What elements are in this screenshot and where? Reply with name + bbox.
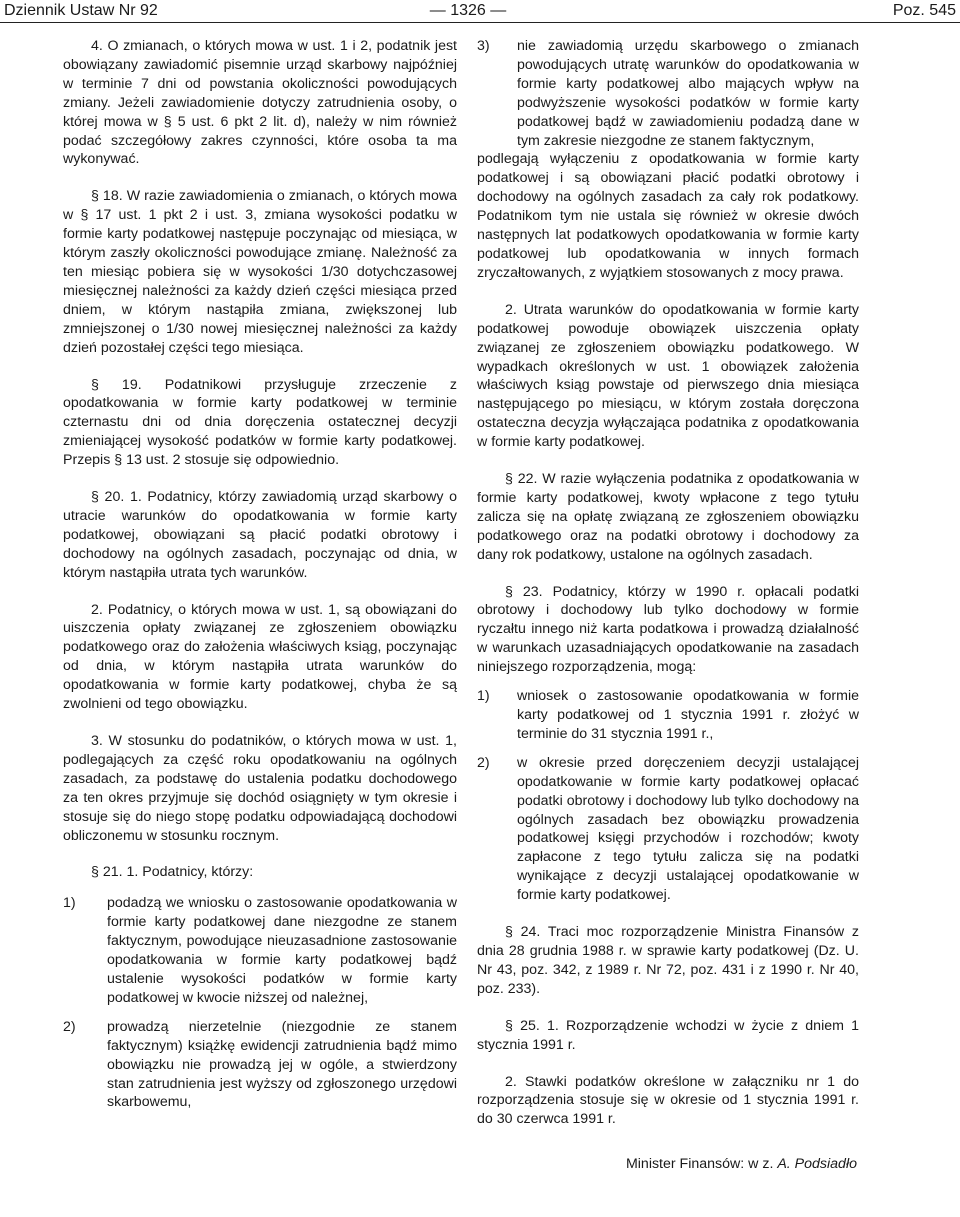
paragraph-17-4: 4. O zmianach, o których mowa w ust. 1 i 2, podatnik jest obowiązany zawiadomić pisemnie urząd skarbowy najpóźniej w terminie 7 dni od powstania okoliczności powodujących zmiany. Jeżeli zawiadomienie dotyczy zatrudnienia osoby, o której mowa w § 5 ust. 6 pkt 2 lit. d), należy w nim również podać szczegółowy zakres czynności, które osoba ta ma wykonywać. bbox=[63, 38, 457, 168]
section-19: § 19. Podatnikowi przysługuje zrzeczenie z opodatkowania w formie karty podatkowej w terminie czternastu dni od dnia doręczenia ostatecznej decyzji zmieniającej wysokość podatków w formie karty podatkowej. Przepis § 13 ust. 2 stosuje się odpowiednio. bbox=[63, 376, 457, 469]
journal-title: Dziennik Ustaw Nr 92 bbox=[4, 2, 158, 19]
list-item bbox=[477, 37, 859, 150]
section-25-2: 2. Stawki podatków określone w załączniku nr 1 do rozporządzenia stosuje się w okresie od 1 stycznia 1991 r. do 30 czerwca 1991 r. bbox=[477, 1073, 859, 1128]
section-21-2: 2. Utrata warunków do opodatkowania w formie karty podatkowej powoduje obowiązek uiszczenia opłaty związanej ze zgłoszeniem obowiązku podatkowego. W wypadkach określonych w ust. 1 obowiązek założenia właściwych ksiąg powstaje od pierwszego dnia miesiąca następującego po miesiącu, w którym została doręczona ostateczna decyzja wyłączająca podatnika z opodatkowania w formie karty podatkowej. bbox=[477, 301, 859, 451]
list-item-text: wniosek o zastosowanie opodatkowania w formie karty podatkowej od 1 stycznia 1991 r. złożyć w terminie do 31 stycznia 1991 r., bbox=[517, 688, 859, 742]
section-20-1: § 20. 1. Podatnicy, którzy zawiadomią urząd skarbowy o utracie warunków do opodatkowania w formie karty podatkowej, obowiązani są płacić podatki obrotowy i dochodowy na ogólnych zasadach, poczynając od dnia, w którym nastąpiła utrata tych warunków. bbox=[63, 489, 457, 581]
page-number: — 1326 — bbox=[429, 2, 507, 19]
list-item bbox=[63, 1018, 457, 1113]
list-item bbox=[477, 687, 859, 744]
list-item-text: w okresie przed doręczeniem decyzji ustalającej opodatkowanie w formie karty podatkowej opłacać podatki obrotowy i dochodowy lub tylko dochodowy na ogólnych zasadach bez obowiązku prowadzenia podatkowej księgi przychodów i rozchodów; kwoty zapłacone z tego tytułu zalicza się na podatki wynikające z decyzji ustalającej opodatkowanie w formie karty podatkowej. bbox=[517, 754, 859, 904]
list-item-number: 2) bbox=[63, 1018, 76, 1035]
signature-prefix: Minister Finansów: w z. bbox=[625, 1156, 778, 1173]
section-23: § 23. Podatnicy, którzy w 1990 r. opłacali podatki obrotowy i dochodowy lub tylko dochodowy w formie ryczałtu innego niż karta podatkowa i prowadzą działalność w warunkach uzasadniających opodatkowanie na zasadach niniejszego rozporządzenia, mogą: bbox=[477, 583, 859, 676]
position-number: Poz. 545 bbox=[892, 2, 956, 19]
list-item-number: 2) bbox=[477, 754, 490, 771]
section-24: § 24. Traci moc rozporządzenie Ministra Finansów z dnia 28 grudnia 1988 r. w sprawie karty podatkowej (Dz. U. Nr 43, poz. 342, z 1989 r. Nr 72, poz. 431 i z 1990 r. Nr 40, poz. 233). bbox=[477, 924, 859, 997]
section-21-continuation: podlegają wyłączeniu z opodatkowania w formie karty podatkowej i są obowiązani płacić podatki obrotowy i dochodowy na ogólnych zasadach za cały rok podatkowy. Podatnikom tym nie ustala się również w okresie dwóch następnych lat podatkowych opodatkowania w formie karty podatkowej lub opodatkowania w innych formach zryczałtowanych, z wyjątkiem stosowanych z mocy prawa. bbox=[477, 151, 859, 281]
header-divider bbox=[0, 22, 960, 23]
signature-name: A. Podsiadło bbox=[777, 1156, 857, 1173]
list-item-number: 1) bbox=[477, 688, 490, 705]
list-item-text: nie zawiadomią urzędu skarbowego o zmianach powodujących utratę warunków do opodatkowania w formie karty podatkowej albo mających wpływ na podwyższenie wysokości podatków w formie karty podatkowej bądź w zawiadomieniu podadzą dane w tym zakresie niezgodne ze stanem faktycznym, bbox=[517, 38, 859, 149]
list-item-text: podadzą we wniosku o zastosowanie opodatkowania w formie karty podatkowej dane niezgodne ze stanem faktycznym, powodujące nieuzasadnione zastosowanie opodatkowania w formie karty podatkowej bądź ustalenie wysokości podatków w formie karty podatkowej w kwocie niższej od należnej, bbox=[107, 895, 457, 1006]
list-item bbox=[477, 754, 859, 905]
list-item-text: prowadzą nierzetelnie (niezgodnie ze stanem faktycznym) książkę ewidencji zatrudnienia bądź mimo obowiązku nie prowadzą jej w ogóle, a stwierdzony stan zatrudnienia jest wyższy od zgłoszonego urzędowi skarbowemu, bbox=[107, 1018, 457, 1111]
signature-line bbox=[477, 1155, 859, 1174]
section-18: § 18. W razie zawiadomienia o zmianach, o których mowa w § 17 ust. 1 pkt 2 i ust. 3, zmiana wysokości podatku w formie karty podatkowej następuje poczynając od miesiąca, w którym zaszły okoliczności powodujące zmianę. Należność za ten miesiąc pobiera się w wysokości 1/30 dotychczasowej miesięcznej należności za każdy dzień części miesiąca przed dniem, w którym nastąpiła zmiana, zwiększonej lub zmniejszonej o 1/30 nowej miesięcznej należności za każdy dzień pozostałej części tego miesiąca. bbox=[63, 188, 457, 356]
section-21-1: § 21. 1. Podatnicy, którzy: bbox=[91, 864, 254, 881]
page-header bbox=[0, 0, 960, 24]
list-item bbox=[63, 894, 457, 1007]
section-22: § 22. W razie wyłączenia podatnika z opodatkowania w formie karty podatkowej, kwoty wpłacone z tego tytułu zalicza się na opłatę związaną ze zgłoszeniem obowiązku podatkowego oraz na podatki obrotowy i dochodowy za dany rok podatkowy, ustalone na ogólnych zasadach. bbox=[477, 471, 859, 563]
list-item-number: 3) bbox=[477, 38, 490, 54]
section-20-3: 3. W stosunku do podatników, o których mowa w ust. 1, podlegających za część roku opodatkowaniu na ogólnych zasadach, za podstawę do ustalenia podatku dochodowego za ten okres przyjmuje się dochód osiągnięty w tym okresie i stosuje się do niego stopę podatku odpowiadającą dochodowi obliczonemu w stosunku rocznym. bbox=[63, 733, 457, 844]
right-column bbox=[477, 37, 859, 1174]
section-20-2: 2. Podatnicy, o których mowa w ust. 1, są obowiązani do uiszczenia opłaty związanej ze zgłoszeniem obowiązku podatkowego oraz do założenia właściwych ksiąg, poczynając od dnia, w którym nastąpiła utrata warunków do opodatkowania w formie karty podatkowej, chyba że są zwolnieni od tego obowiązku. bbox=[63, 601, 457, 713]
left-column bbox=[63, 37, 457, 1112]
section-25-1: § 25. 1. Rozporządzenie wchodzi w życie z dniem 1 stycznia 1991 r. bbox=[477, 1017, 859, 1053]
list-item-number: 1) bbox=[63, 895, 76, 912]
